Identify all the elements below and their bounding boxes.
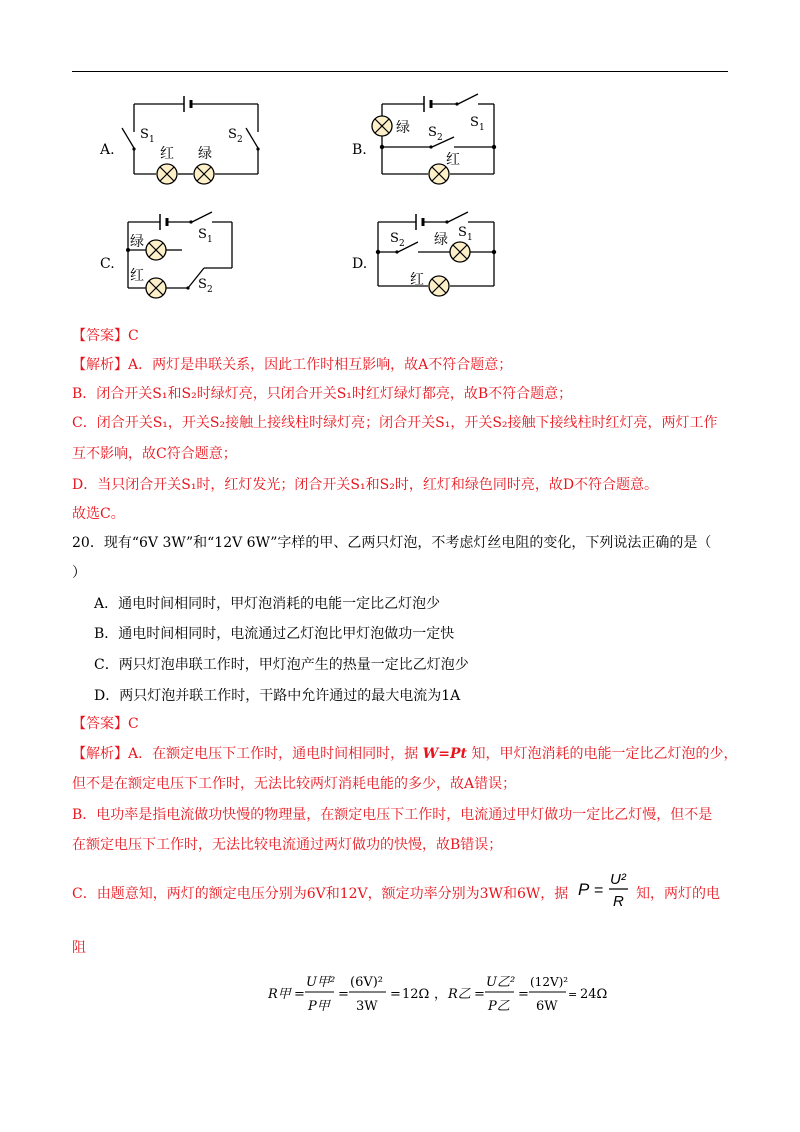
circuit-d-diagram <box>366 204 506 304</box>
q20-answer: 【答案】C <box>72 716 139 732</box>
circuit-d-green: 绿 <box>434 232 448 248</box>
svg-text:1: 1 <box>207 235 213 245</box>
q19-answer: 【答案】C <box>72 328 139 344</box>
circuit-a-s2: S <box>228 127 237 142</box>
circuit-b-s2: S <box>428 125 437 140</box>
circuit-a-green: 绿 <box>198 146 212 162</box>
svg-text:P: P <box>578 880 590 899</box>
svg-text:=: = <box>474 987 485 1002</box>
q20-option-d: D．两只灯泡并联工作时，干路中允许通过的最大电流为1A <box>94 688 461 704</box>
circuit-b-s1: S <box>470 115 479 130</box>
q20-stem-line2: ） <box>72 565 86 581</box>
q19-analysis-d: D．当只闭合开关S₁时，红灯发光；闭合开关S₁和S₂时，红灯和绿色同时亮，故D不符合题意。 <box>72 477 659 493</box>
svg-text:R甲: R甲 <box>268 987 291 1002</box>
q20-analysis-c1-pre: C．由题意知，两灯的额定电压分别为6V和12V，额定功率分别为3W和6W，据 <box>72 886 569 902</box>
q19-analysis-b: B．闭合开关S₁和S₂时绿灯亮，只闭合开关S₁时红灯绿灯都亮，故B不符合题意； <box>72 386 573 402</box>
q20-stem-line1: 20．现有“6V 3W”和“12V 6W”字样的甲、乙两只灯泡，不考虑灯丝电阻的变化，下列说法正确的是（ <box>72 535 712 551</box>
svg-text:2: 2 <box>207 285 213 295</box>
circuit-d-letter: D. <box>352 256 368 272</box>
svg-text:=: = <box>390 987 401 1002</box>
svg-text:，: ， <box>434 987 448 1002</box>
circuit-b-letter: B. <box>352 142 367 158</box>
svg-text:1: 1 <box>149 135 155 145</box>
circuit-b-red: 红 <box>446 152 460 168</box>
q20-analysis-c1-post: 知，两灯的电 <box>636 886 720 902</box>
circuit-a-s1: S <box>140 127 149 142</box>
svg-text:=: = <box>338 987 349 1002</box>
svg-text:12Ω: 12Ω <box>402 987 430 1002</box>
circuit-c-green: 绿 <box>130 234 144 250</box>
power-formula <box>578 868 630 912</box>
svg-text:R: R <box>613 893 624 910</box>
q19-analysis-c1: C．闭合开关S₁，开关S₂接触上接线柱时绿灯亮；闭合开关S₁，开关S₂接触下接线柱时红灯亮，两灯工作 <box>72 415 718 431</box>
circuit-d-s1: S <box>458 225 467 240</box>
q19-conclusion: 故选C。 <box>72 506 125 522</box>
q20-analysis-b2: 在额定电压下工作时，无法比较电流通过两灯做功的快慢，故B错误； <box>72 837 503 853</box>
circuit-d-red: 红 <box>410 272 424 288</box>
svg-text:P甲: P甲 <box>308 999 330 1014</box>
r2-result: 24Ω <box>580 987 608 1002</box>
q20-analysis-a1: 【解析】A．在额定电压下工作时，通电时间相同时，据 W=Pt 知，甲灯泡消耗的电能一定比乙灯泡的少， <box>72 746 738 762</box>
svg-text:6W: 6W <box>536 999 558 1014</box>
svg-text:U²: U² <box>610 871 626 888</box>
svg-text:(6V)²: (6V)² <box>350 975 384 990</box>
lamp-icon <box>429 242 470 296</box>
resistance-formula <box>268 968 608 1020</box>
q20-option-a: A．通电时间相同时，甲灯泡消耗的电能一定比乙灯泡少 <box>94 596 441 612</box>
q19-analysis-c2: 互不影响，故C符合题意； <box>72 446 237 462</box>
q20-option-b: B．通电时间相同时，电流通过乙灯泡比甲灯泡做功一定快 <box>94 626 455 642</box>
svg-text:U乙²: U乙² <box>486 975 516 990</box>
svg-text:R乙: R乙 <box>448 987 471 1002</box>
q20-option-c: C．两只灯泡串联工作时，甲灯泡产生的热量一定比乙灯泡少 <box>94 657 469 673</box>
circuit-d-s2: S <box>390 231 399 246</box>
circuit-c-diagram <box>118 206 248 302</box>
svg-text:=: = <box>294 987 305 1002</box>
svg-text:=: = <box>568 988 578 1001</box>
circuit-c-red: 红 <box>130 268 144 284</box>
circuit-a-diagram <box>118 92 278 188</box>
lamp-icon <box>146 240 166 298</box>
svg-text:1: 1 <box>479 123 485 133</box>
circuit-b-diagram <box>366 92 506 188</box>
circuit-c-s2: S <box>198 277 207 292</box>
svg-text:3W: 3W <box>356 999 378 1014</box>
svg-text:=: = <box>594 882 604 899</box>
q20-analysis-c2: 阻 <box>72 940 86 956</box>
svg-text:2: 2 <box>237 135 243 145</box>
svg-text:1: 1 <box>467 233 473 243</box>
svg-text:U甲²: U甲² <box>306 975 336 990</box>
svg-text:2: 2 <box>399 239 405 249</box>
svg-text:(12V)²: (12V)² <box>530 975 569 989</box>
circuit-a-red: 红 <box>160 146 174 162</box>
circuit-c-letter: C. <box>100 256 115 272</box>
q20-analysis-a2: 但不是在额定电压下工作时，无法比较两灯消耗电能的多少，故A错误； <box>72 776 517 792</box>
circuit-c-s1: S <box>198 227 207 242</box>
svg-text:=: = <box>518 987 529 1002</box>
q20-analysis-b1: B．电功率是指电流做功快慢的物理量，在额定电压下工作时，电流通过甲灯做功一定比乙灯慢，但不是 <box>72 807 713 823</box>
circuit-b-green: 绿 <box>396 120 410 136</box>
header-rule <box>72 71 728 72</box>
svg-text:P乙: P乙 <box>488 999 510 1014</box>
svg-text:2: 2 <box>437 133 443 143</box>
circuit-a-letter: A. <box>100 142 115 158</box>
q19-analysis-a: 【解析】A．两灯是串联关系，因此工作时相互影响，故A不符合题意； <box>72 357 513 373</box>
